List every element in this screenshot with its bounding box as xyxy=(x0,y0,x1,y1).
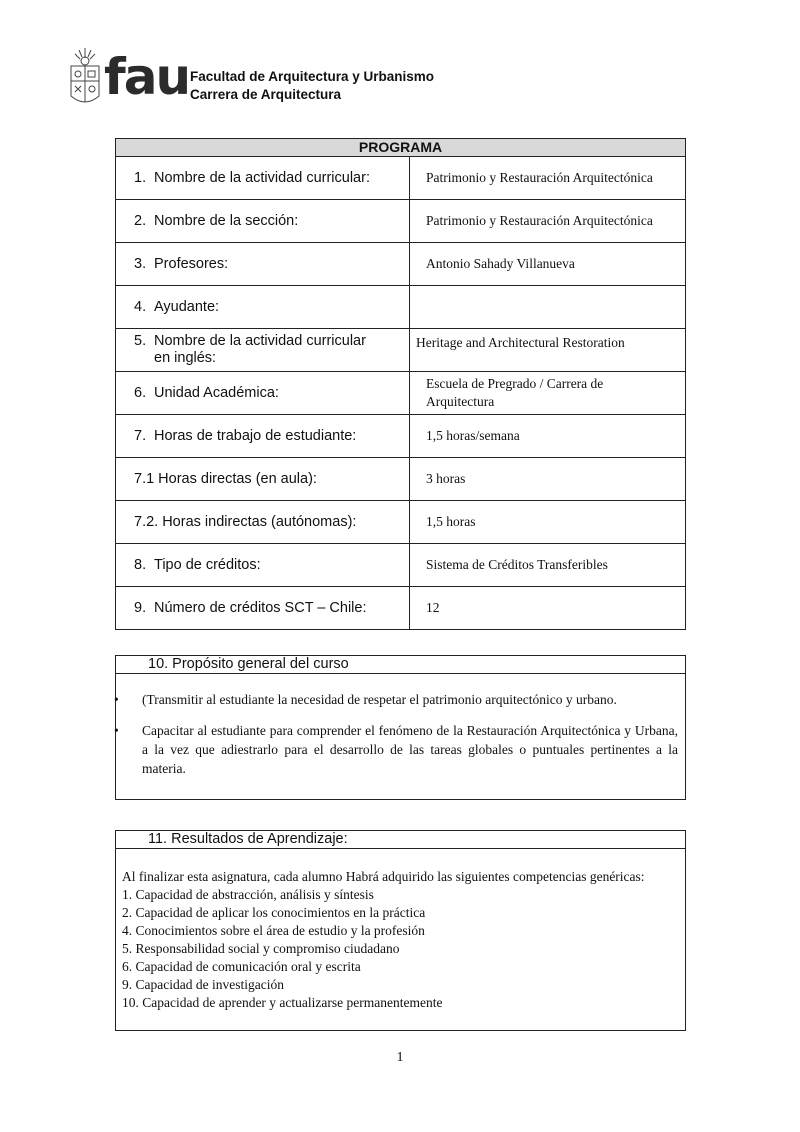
table-row xyxy=(116,200,686,243)
row-value: Patrimonio y Restauración Arquitectónica xyxy=(410,157,686,200)
row-label: Nombre de la actividad curricular xyxy=(154,333,366,349)
career-title: Carrera de Arquitectura xyxy=(190,87,342,102)
list-item: • Capacitar al estudiante para comprender el fenómeno de la Restauración Arquitectónica y Urbana, a la vez que adiestrarlo para el desarrollo de las tareas globales o puntuales pertinentes a la materia. xyxy=(114,723,678,776)
table-row xyxy=(116,501,686,544)
row-value: 12 xyxy=(410,587,686,630)
table-row xyxy=(116,329,686,372)
proposito-title: 10. Propósito general del curso xyxy=(116,656,685,674)
row-label: Profesores: xyxy=(154,256,229,272)
list-item: 9. Capacidad de investigación xyxy=(122,977,284,992)
table-row xyxy=(116,415,686,458)
row-label: Horas de trabajo de estudiante: xyxy=(154,428,357,444)
table-row xyxy=(116,286,686,329)
row-value: Patrimonio y Restauración Arquitectónica xyxy=(410,200,686,243)
row-value: 3 horas xyxy=(410,458,686,501)
table-row xyxy=(116,587,686,630)
faculty-title: Facultad de Arquitectura y Urbanismo xyxy=(190,69,435,84)
row-label-line2: en inglés: xyxy=(154,350,217,366)
faculty-name xyxy=(190,68,434,104)
bullet-icon: • xyxy=(114,692,119,707)
row-number: 3. xyxy=(134,256,147,272)
resultados-title: 11. Resultados de Aprendizaje: xyxy=(116,831,685,849)
row-value: 1,5 horas/semana xyxy=(410,415,686,458)
resultados-intro: Al finalizar esta asignatura, cada alumno Habrá adquirido las siguientes competencias genéricas: xyxy=(122,869,645,884)
proposito-section xyxy=(115,655,686,800)
row-number: 6. xyxy=(134,385,147,401)
row-value: Heritage and Architectural Restoration xyxy=(410,329,686,372)
row-value: Antonio Sahady Villanueva xyxy=(410,243,686,286)
row-label: Nombre de la sección: xyxy=(154,213,299,229)
list-item: 10. Capacidad de aprender y actualizarse permanentemente xyxy=(122,995,443,1010)
proposito-list xyxy=(114,690,678,790)
row-label: 7.2. Horas indirectas (autónomas): xyxy=(116,501,410,544)
row-number: 1. xyxy=(134,170,147,186)
row-value: 1,5 horas xyxy=(410,501,686,544)
row-value: Escuela de Pregrado / Carrera de xyxy=(426,376,604,391)
page-header xyxy=(68,46,468,112)
row-value-line2: Arquitectura xyxy=(426,394,495,409)
list-item: 4. Conocimientos sobre el área de estudio y la profesión xyxy=(122,923,425,938)
list-item: 2. Capacidad de aplicar los conocimientos en la práctica xyxy=(122,905,426,920)
list-item: 1. Capacidad de abstracción, análisis y síntesis xyxy=(122,887,374,902)
bullet-icon: • xyxy=(114,723,119,738)
row-label: Unidad Académica: xyxy=(154,385,279,401)
table-row xyxy=(116,243,686,286)
table-row xyxy=(116,157,686,200)
row-value: Sistema de Créditos Transferibles xyxy=(410,544,686,587)
row-number: 2. xyxy=(134,213,147,229)
resultados-section xyxy=(115,830,686,1031)
row-label: Ayudante: xyxy=(154,299,220,315)
row-number: 7. xyxy=(134,428,147,444)
competencias-list xyxy=(122,886,680,1012)
university-crest-icon xyxy=(68,46,102,110)
programa-title: PROGRAMA xyxy=(116,139,686,157)
table-row xyxy=(116,372,686,415)
list-item: 6. Capacidad de comunicación oral y escrita xyxy=(122,959,361,974)
row-value xyxy=(410,286,686,329)
list-item: • (Transmitir al estudiante la necesidad de respetar el patrimonio arquitectónico y urbano. xyxy=(114,692,617,707)
row-number: 4. xyxy=(134,299,147,315)
row-number: 9. xyxy=(134,600,147,616)
list-item: 5. Responsabilidad social y compromiso ciudadano xyxy=(122,941,400,956)
row-label: Tipo de créditos: xyxy=(154,557,261,573)
table-row xyxy=(116,544,686,587)
fau-logo: fau xyxy=(104,48,190,106)
row-number: 8. xyxy=(134,557,147,573)
table-row xyxy=(116,458,686,501)
row-number: 5. xyxy=(134,333,147,349)
row-label: Nombre de la actividad curricular: xyxy=(154,170,370,186)
row-label: Número de créditos SCT – Chile: xyxy=(154,600,367,616)
programa-table xyxy=(115,138,686,630)
row-label: 7.1 Horas directas (en aula): xyxy=(116,458,410,501)
page-number: 1 xyxy=(396,1050,404,1065)
